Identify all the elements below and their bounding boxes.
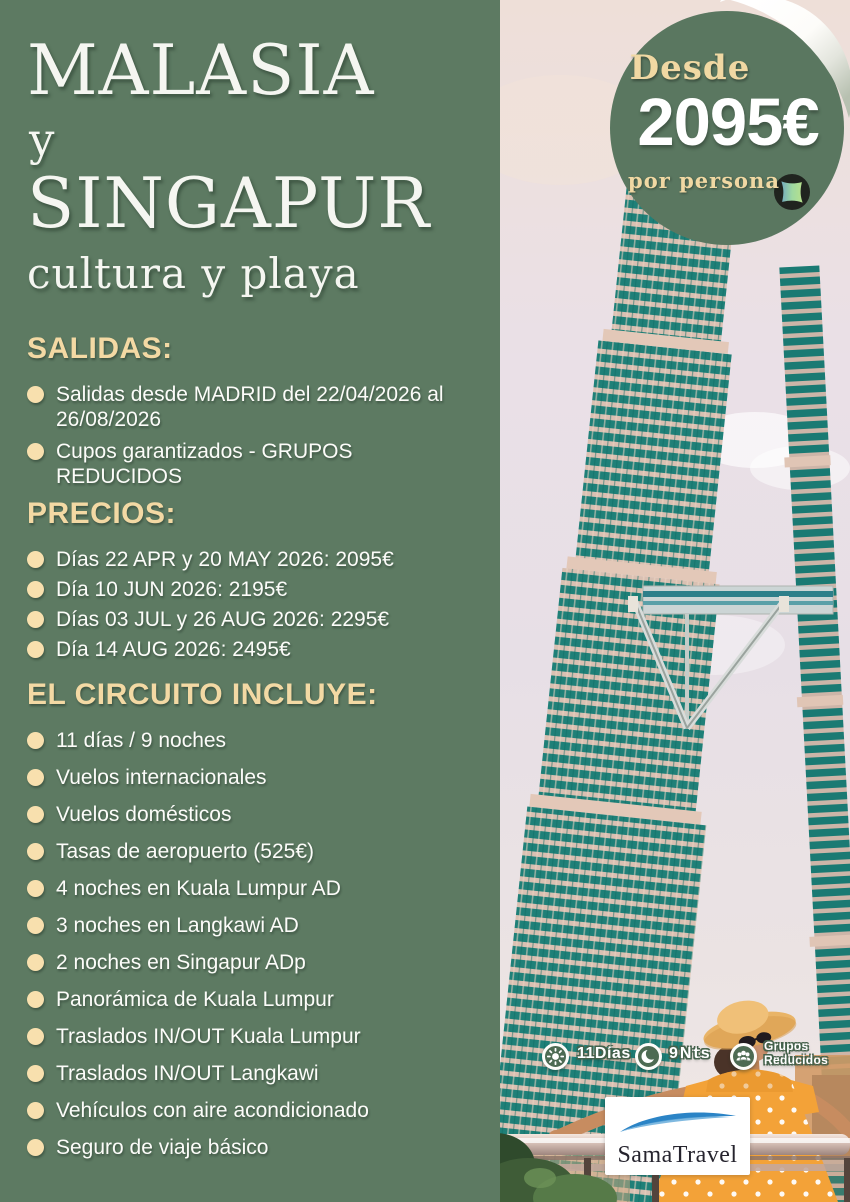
stat-nights: 9Nts — [669, 1045, 712, 1062]
bullet-dot — [27, 732, 44, 749]
list-item: Días 22 APR y 20 MAY 2026: 2095€ — [27, 547, 482, 572]
bullet-dot — [27, 769, 44, 786]
list-item: Vehículos con aire acondicionado — [27, 1098, 482, 1123]
sun-icon — [542, 1043, 569, 1070]
bullet-dot — [27, 880, 44, 897]
list-item: Día 14 AUG 2026: 2495€ — [27, 637, 482, 662]
bullet-dot — [27, 443, 44, 460]
list-item: Días 03 JUL y 26 AUG 2026: 2295€ — [27, 607, 482, 632]
list-item: Día 10 JUN 2026: 2195€ — [27, 577, 482, 602]
list-item: Tasas de aeropuerto (525€) — [27, 839, 482, 864]
bullet-dot — [27, 806, 44, 823]
list-item: Salidas desde MADRID del 22/04/2026 al 26/08/2026 — [27, 382, 482, 432]
list-item: 2 noches en Singapur ADp — [27, 950, 482, 975]
title-subtitle: cultura y playa — [27, 248, 360, 298]
agency-logo-text: SamaTravel — [617, 1142, 738, 1168]
stat-groups: Grupos Reducidos — [764, 1039, 829, 1067]
list-item: Vuelos domésticos — [27, 802, 482, 827]
bullet-dot — [27, 641, 44, 658]
list-item: 11 días / 9 noches — [27, 728, 482, 753]
list-item: 4 noches en Kuala Lumpur AD — [27, 876, 482, 901]
title-singapur: SINGAPUR — [27, 163, 431, 244]
badge-price: 2095€ — [637, 85, 819, 160]
section-circuito — [27, 678, 482, 1172]
bullet-dot — [27, 611, 44, 628]
list-item: Traslados IN/OUT Kuala Lumpur — [27, 1024, 482, 1049]
bullet-dot — [27, 1139, 44, 1156]
list-item: Seguro de viaje básico — [27, 1135, 482, 1160]
bullet-dot — [27, 1102, 44, 1119]
list-item: Vuelos internacionales — [27, 765, 482, 790]
bullet-dot — [27, 991, 44, 1008]
list-item: 3 noches en Langkawi AD — [27, 913, 482, 938]
badge-prefix: Desde — [629, 48, 751, 88]
list-item: Cupos garantizados - GRUPOS REDUCIDOS — [27, 439, 482, 489]
list-item: Panorámica de Kuala Lumpur — [27, 987, 482, 1012]
logo-swoosh-icon — [616, 1108, 740, 1136]
bullet-dot — [27, 551, 44, 568]
bullet-dot — [27, 843, 44, 860]
title-malasia: MALASIA — [27, 31, 375, 111]
section-precios — [27, 497, 482, 667]
stat-days: 11Días — [577, 1045, 631, 1062]
agency-logo — [605, 1097, 750, 1175]
section-salidas — [27, 332, 482, 496]
people-icon — [730, 1043, 757, 1070]
bullet-dot — [27, 954, 44, 971]
section-heading: PRECIOS: — [27, 497, 177, 530]
bullet-dot — [27, 1065, 44, 1082]
bullet-dot — [27, 581, 44, 598]
bullet-dot — [27, 386, 44, 403]
bullet-dot — [27, 1028, 44, 1045]
bullet-dot — [27, 917, 44, 934]
list-item: Traslados IN/OUT Langkawi — [27, 1061, 482, 1086]
trip-stats — [500, 1030, 850, 1090]
section-heading: EL CIRCUITO INCLUYE: — [27, 678, 378, 711]
title-block — [27, 31, 431, 298]
section-heading: SALIDAS: — [27, 332, 173, 365]
badge-suffix: por persona — [628, 168, 780, 193]
title-y: y — [29, 112, 55, 166]
moon-icon — [635, 1043, 662, 1070]
